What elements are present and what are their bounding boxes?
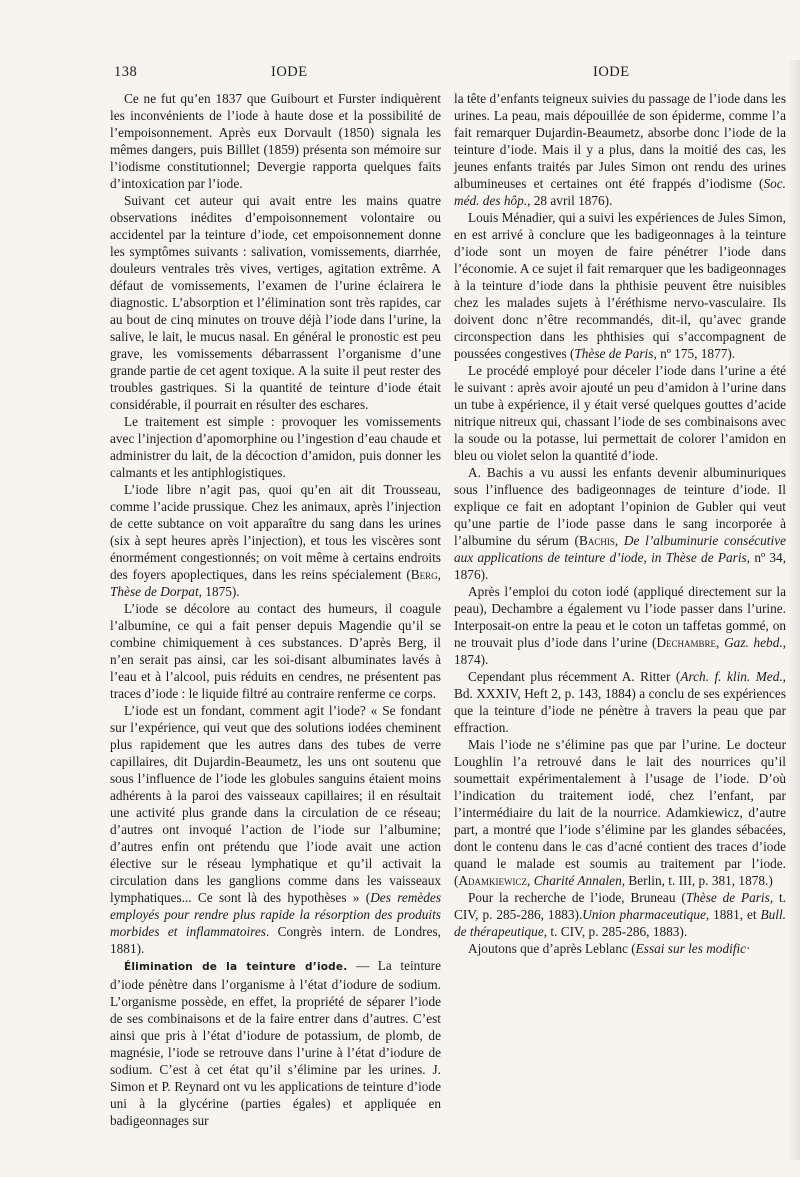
text-run: , 1874). <box>454 635 787 667</box>
text-run: , Berlin, t. III, p. 381, 1878.) <box>621 873 773 888</box>
cited-title: Des remèdes employés pour rendre plus rapide la résorption des produits morbides et inflammatoires <box>110 890 442 939</box>
running-title-right: IODE <box>593 64 630 80</box>
page-number: 138 <box>114 64 138 80</box>
text-run: Après l’emploi du coton iodé (appliqué directement sur la peau), Dechambre a également vu l’iode passer dans l’urine. Interposait-on entre la peau et le coton un taffetas gommé, on ne trouvait plus d’iode dans l’urine ( <box>454 584 786 650</box>
cited-title: Soc. méd. des hôp. <box>454 176 786 208</box>
text-run: , <box>716 635 725 650</box>
text-run: , t. CIV, p. 285-286, 1883). <box>543 924 688 939</box>
text-run: , nº 175, 1877). <box>653 346 736 361</box>
text-run: — La teinture d’iode pénètre dans l’organisme à l’état d’iodure de sodium. L’organisme possède, en effet, la propriété de séparer l’iode de ses combinaisons et de la faire entrer dans d’autres. C’est ainsi que pris à l’état d’iodure de potassium, de plomb, de magnésie, l’iode se retrouve dans l’urine à l’état d’iodure de sodium. C’est à cet état qu’il s’élimine par les urines. J. Simon et P. Reynard ont vu les applications de teinture d’iode uni à la glycérine (parties égales) et appliquée en badigeonnages sur <box>110 958 442 1128</box>
text-run: , <box>614 533 624 548</box>
paragraph: Suivant cet auteur qui avait entre les mains quatre observations inédites d’empoisonnement volontaire ou accidentel par la teinture d’iode, cet empoisonnement donne les symptômes suivants : salivation, vomissements, diarrhée, douleurs ventrales très vives, vertiges, agitation extrême. A défaut de vomissements, l’examen de l’urine éclairera le diagnostic. L’absorption et l’élimination sont très rapides, car au bout de cinq minutes on trouve déjà l’iode dans l’urine, la salive, le lait, le mucus nasal. En général le pronostic est peu grave, les vomissements débarrassent l’organisme d’une grande partie de cet agent toxique. A la suite il peut rester des troubles gastriques. Si la quantité de teinture d’iode était considérable, il pourrait en résulter des eschares. <box>110 193 441 412</box>
running-title-left: IODE <box>271 64 308 80</box>
cited-author: Dechambre <box>656 635 717 650</box>
text-run: Cependant plus récemment A. Ritter ( <box>468 669 681 684</box>
text-run: la tête d’enfants teigneux suivies du passage de l’iode dans les urines. La peau, mais dépouillée de son épiderme, comme l’a fait remarquer Dujardin-Beaumetz, absorbe donc l’iode de la teinture d’iode. Mais il y a plus, dans la moitié des cas, les jeunes enfants traités par Jules Simon ont rendu des urines albumineuses et certaines ont été frappés d’iodisme ( <box>454 91 786 191</box>
text-run: , Bd. XXXIV, Heft 2, p. 143, 1884) a conclu de ses expériences que la teinture d’iode ne pénètre à travers la peau que par effraction. <box>454 669 786 735</box>
paragraph <box>454 209 786 362</box>
paragraph <box>454 889 786 940</box>
page-edge-shadow <box>788 60 800 1160</box>
text-run: L’iode est un fondant, comment agit l’iode? « Se fondant sur l’expérience, qui veut que des solutions iodées cheminent plus rapidement que les autres dans des tubes de verre capillaires, dit Dujardin-Beaumetz, les uns ont soutenu que sous l’influence de l’iode les globules sanguins étaient moins adhérents à la paroi des vaisseaux capillaires; il en résultait une activité plus grande dans la circulation de ce réseau; d’autres ont invoqué l’action de l’iode sur l’albumine; d’autres enfin ont prétendu que l’iode avait une action élective sur le réseau lymphatique et qu’il activait la circulation dans les ganglions comme dans les vaisseaux lymphatiques... Ce sont là des hypothèses » ( <box>110 703 441 905</box>
text-run: A. Bachis a vu aussi les enfants devenir albuminuriques sous l’influence des badigeonnages de teinture d’iode. Il explique ce fait en adoptant l’opinion de Gubler qui veut qu’une partie de l’iode passe dans le sang incorporée à l’albumine du sérum ( <box>454 465 786 548</box>
paragraph: Le traitement est simple : provoquer les vomissements avec l’injection d’apomorphine ou l’ingestion d’eau chaude et administrer du lait, de la décoction d’amidon, puis donner les calmants et les antiphlogistiques. <box>110 414 441 480</box>
paragraph <box>454 940 786 957</box>
cited-title: in Thèse de Paris <box>651 550 747 565</box>
paragraph <box>454 90 786 209</box>
paragraph: Ce ne fut qu’en 1837 que Guibourt et Furster indiquèrent les inconvénients de l’iode à haute dose et la possibilité de l’empoisonnement. Après eux Dorvault (1850) signala les mêmes dangers, puis Billlet (1859) présenta son mémoire sur l’iodisme constitutionnel; Devergie rapporta quelques faits d’intoxication par l’iode. <box>110 91 441 191</box>
text-run: L’iode libre n’agit pas, quoi qu’en ait dit Trousseau, comme l’acide prussique. Chez les animaux, après l’injection de cette subtance on voit apparaître du sang dans les urines (six à sept heures après l’injection), et tous les viscères sont énormément congestionnés; on voit même à certains endroits des foyers apoplectiques, dans les reins spécialement ( <box>110 482 441 582</box>
cited-title: Thèse de Dorpat <box>110 584 199 599</box>
text-run: Mais l’iode ne s’élimine pas que par l’urine. Le docteur Loughlin l’a retrouvé dans le lait des nourrices qu’il soumettait expérimentalement à l’usage de l’iode. D’où l’indication du traitement iodé, chez l’enfant, par l’intermédiaire du lait de la nourrice. Adamkiewicz, d’autre part, a montré que l’iode s’élimine par les glandes sébacées, dont le contenu dans le cas d’acné contient des traces d’iode quand le malade est soumis au traitement par l’iode. ( <box>454 737 786 888</box>
paragraph <box>110 702 441 957</box>
paragraph <box>110 481 441 600</box>
section-heading: Élimination de la teinture d’iode. <box>124 961 348 973</box>
text-run: , 1875). <box>198 584 240 599</box>
cited-title: De l’albuminurie consécutive aux applications de teinture d’iode <box>454 533 786 565</box>
paragraph: Le procédé employé pour déceler l’iode dans l’urine a été le suivant : après avoir ajouté un peu d’amidon à l’urine dans un tube à expérience, il y était versé quelques gouttes d’acide nitrique nitreux qui, chassant l’iode de ses combinaisons avec la soude ou la potasse, lui permettait de colorer l’amidon en bleu ou violet selon la quantité d’iode. <box>454 363 786 463</box>
text-run: . Congrès intern. de Londres, 1881). <box>110 924 441 956</box>
paragraph <box>110 957 441 1129</box>
paragraph <box>454 668 786 736</box>
cited-author: Berg <box>410 567 438 582</box>
cited-author: Bachis <box>578 533 615 548</box>
cited-title: Thèse de Paris <box>685 890 770 905</box>
right-column <box>454 90 786 957</box>
text-run: , <box>437 567 441 582</box>
text-run: , <box>527 873 534 888</box>
cited-title: Thèse de Paris <box>574 346 654 361</box>
cited-title: Essai sur les modific <box>635 941 747 956</box>
text-run: , 1881, et <box>705 907 761 922</box>
running-header <box>0 64 800 84</box>
paragraph <box>454 464 786 583</box>
text-run: , nº 34, 1876). <box>454 550 787 582</box>
cited-title: Gaz. hebd. <box>724 635 783 650</box>
text-run: , <box>643 550 652 565</box>
cited-title: Arch. f. klin. Med. <box>680 669 783 684</box>
text-run: Pour la recherche de l’iode, Bruneau ( <box>468 890 686 905</box>
cited-title: Union pharmaceutique <box>582 907 706 922</box>
paragraph <box>454 736 786 889</box>
text-run: , 28 avril 1876). <box>527 193 613 208</box>
cited-author: Adamkiewicz <box>458 873 528 888</box>
cited-title: Bull. de thérapeutique <box>454 907 786 939</box>
cited-title: Charité Annalen <box>533 873 622 888</box>
paragraph <box>454 583 786 668</box>
text-run: , t. CIV, p. 285-286, 1883). <box>454 890 786 922</box>
left-column <box>110 90 441 1129</box>
text-run: Louis Ménadier, qui a suivi les expériences de Jules Simon, en est arrivé à conclure que les badigeonnages à la teinture d’iode sont un moyen de faire pénétrer l’iode dans l’économie. A ce sujet il fait remarquer que les badigeonnages à la teinture d’iode dans la phthisie peuvent être nuisibles chez les malades sujets à l’éréthisme nervo-vasculaire. Ils doivent donc n’être recommandés, dit-il, qu’avec grande circonspection dans les phthisies qui s’accompagnent de poussées congestives ( <box>454 210 786 361</box>
text-run: · <box>746 941 751 956</box>
text-run: Ajoutons que d’après Leblanc ( <box>468 941 636 956</box>
paragraph: L’iode se décolore au contact des humeurs, il coagule l’albumine, ce qui a fait penser depuis Magendie qu’il se combine chimiquement à ces substances. D’après Berg, il n’en serait pas ainsi, car les soi-disant albuminates lavés à l’eau et à l’alcool, puis réduits en cendres, ne présentent pas traces d’iode : le liquide filtré au contraire renferme ce corps. <box>110 601 441 701</box>
